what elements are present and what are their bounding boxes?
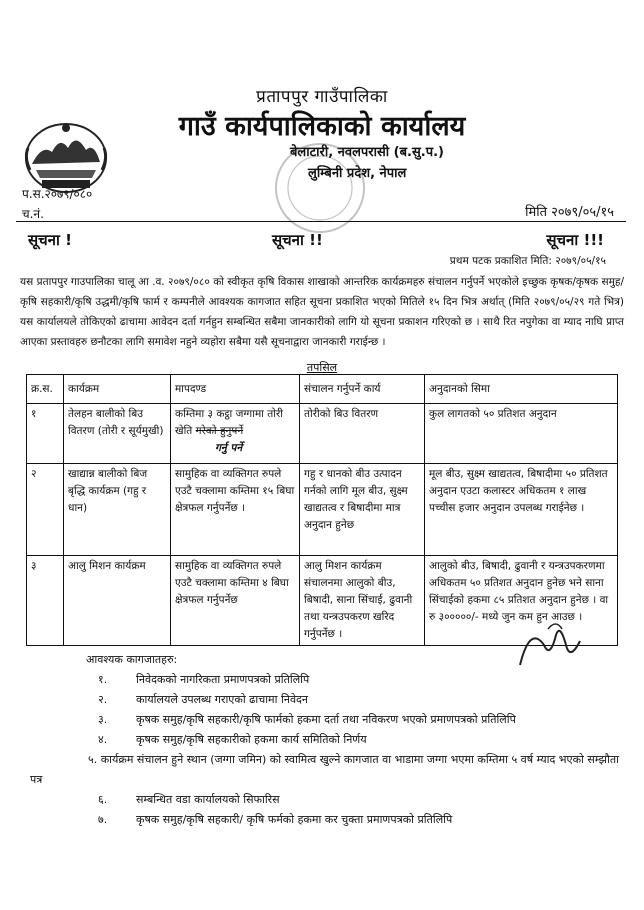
row-program: आलु मिशन कार्यक्रम: [64, 556, 171, 646]
criteria-text: कम्तिमा ३ कट्ठा जग्गामा तोरी खेति: [175, 408, 283, 437]
header-divider: [16, 221, 626, 222]
document-number: ७.: [98, 813, 108, 826]
first-published-date: प्रथम पटक प्रकाशित मिति: २०७९/०५/१५: [449, 255, 606, 267]
page-title: गाउँ कार्यपालिकाको कार्यालय: [178, 111, 466, 142]
office-province: लुम्बिनी प्रदेश, नेपाल: [308, 166, 407, 181]
table-row: [27, 404, 618, 464]
document-item: [30, 750, 626, 790]
header-program: कार्यक्रम: [64, 375, 171, 404]
table-caption: तपसिल: [306, 361, 338, 374]
document-text: सम्बन्धित वडा कार्यालयको सिफारिस: [136, 793, 280, 806]
row-criteria: सामुहिक वा व्यक्तिगत रुपले एउटै चक्लामा कम्तिमा १५ बिघा क्षेत्रफल गर्नुपर्नेछ ।: [171, 464, 300, 556]
signature-icon: [500, 615, 610, 685]
notice-date: मिति २०७९/०५/१५: [525, 205, 614, 220]
row-subsidy: मूल बीउ, सुक्ष्म खाद्यतत्व, बिषादीमा ५० प्रतिशत अनुदान एउटा कलास्टर अधिकतम १ लाख पच्चीस हजार अनुदान उपलब्ध गराईनेछ ।: [425, 464, 618, 556]
row-criteria: [171, 404, 300, 464]
table-row: [27, 464, 618, 556]
row-criteria: सामुहिक वा व्यक्तिगत रुपले एउटै चक्लामा कम्तिमा ४ बिघा क्षेत्रफल गर्नुपर्नेछ: [171, 556, 300, 646]
row-program: खाद्यान्न बालीको बिज बृद्धि कार्यक्रम (गहु र धान): [64, 464, 171, 556]
notice-heading-1: सूचना !: [28, 231, 72, 249]
header-task: संचालन गर्नुपर्ने कार्य: [300, 375, 425, 404]
criteria-struck-text: गरेको हुनुपर्ने: [195, 425, 244, 437]
criteria-handwritten: गर्नु पर्ने: [215, 442, 243, 454]
header-criteria: मापदण्ड: [171, 375, 300, 404]
header-subsidy: अनुदानको सिमा: [425, 375, 618, 404]
row-program: तेलहन बालीको बिउ वितरण (तोरी र सूर्यमुखी): [64, 404, 171, 464]
document-text: निवेदकको नागरिकता प्रमाणपत्रको प्रतिलिपि: [136, 673, 310, 686]
notice-heading-3: सूचना !!!: [546, 231, 604, 249]
notice-body: यस प्रतापपुर गाउपालिका चालू आ .व. २०७९/०८० को स्वीकृत कृषि विकास शाखाको आन्तरिक कार्यक्रमहरु संचालन गर्नुपर्ने भएकोले इच्छुक कृषक/कृषक समुह/कृषि सहकारी/कृषि उद्धमी/कृषि फार्म र कम्पनीले आवश्यक कागजात सहित सूचना प्रकाशित भएको मितिले १५ दिन भित्र अर्थात् (मिति २०७९/०५/२९ गते भित्र) यस कार्यालयले तोकिएको ढाचामा आवेदन दर्ता गर्नहुन सम्बन्धित सबैमा जानकारीको लागि यो सूचना प्रकाशन गरिएको छ । साथै रित नपुगेका वा म्याद नाघि प्राप्त आएका प्रस्तावहरु छनौटका लागि समावेश नहुने व्यहोरा सबैमा यसै सूचनाद्वारा जानकारी गराईन्छ ।: [20, 276, 624, 348]
row-subsidy: कुल लागतको ५० प्रतिशत अनुदान: [425, 404, 618, 464]
row-sn: २: [27, 464, 64, 556]
document-number: ३.: [98, 713, 108, 726]
document-number: ४.: [98, 733, 108, 746]
document-number: २.: [98, 693, 108, 706]
row-task: गहु र धानको बीउ उत्पादन गर्नको लागि मूल बीउ, सुक्ष्म खाद्यतत्व र बिषादीमा मात्र अनुदान हुनेछ: [300, 464, 425, 556]
notice-heading-2: सूचना !!: [272, 231, 323, 249]
document-number: ५.: [88, 753, 98, 766]
reference-fiscal: प.स.२०७९/०८०: [22, 187, 93, 201]
office-name: प्रतापपुर गाउँपालिका: [256, 87, 388, 107]
table-header-row: [27, 375, 618, 404]
document-text: कार्यक्रम संचालन हुने स्थान (जग्गा जमिन) को स्वामित्व खुल्ने कागजात वा भाडामा जग्गा भएमा कम्तिमा ५ वर्ष म्याद भएको सम्झौता पत्र: [30, 753, 619, 786]
header-sn: क्र.स.: [27, 375, 64, 404]
document-number: १.: [98, 673, 108, 686]
document-number: ६.: [98, 793, 108, 806]
reference-dispatch: च.नं.: [22, 207, 44, 221]
row-task: आलु मिशन कार्यक्रम संचालनमा आलुको बीउ, बिषादी, साना सिंचाई, ढुवानी तथा यन्त्रउपकरण खरिद गर्नुपर्नेछ ।: [300, 556, 425, 646]
row-sn: १: [27, 404, 64, 464]
row-subsidy: आलुको बीउ, बिषादी, ढुवानी र यन्त्रउपकरणमा अधिकतम ५० प्रतिशत अनुदान हुनेछ भने साना सिंचाईको हकमा ८५ प्रतिशत अनुदान हुनेछ । वा रु ३०००००/- मध्ये जुन कम हुन आउछ ।: [425, 556, 618, 646]
document-text: कार्यालयले उपलब्ध गराएको ढाचामा निवेदन: [136, 693, 309, 706]
document-text: कृषक समुह/कृषि सहकारी/ कृषि फर्मको हकमा कर चुक्ता प्रमाणपत्रको प्रतिलिपि: [136, 813, 453, 826]
row-sn: ३: [27, 556, 64, 646]
program-table: [26, 374, 618, 646]
office-address: बेलाटारी, नवलपरासी (ब.सु.प.): [290, 145, 444, 160]
document-text: कृषक समुह/कृषि सहकारी/कृषि फार्मको हकमा दर्ता तथा नविकरण भएको प्रमाणपत्रको प्रतिलिपि: [136, 713, 516, 726]
document-text: कृषक समुह/कृषि सहकारीको हकमा कार्य समितिको निर्णय: [136, 733, 367, 746]
row-task: तोरीको बिउ वितरण: [300, 404, 425, 464]
documents-heading: आवश्यक कागजातहरु:: [86, 653, 178, 666]
